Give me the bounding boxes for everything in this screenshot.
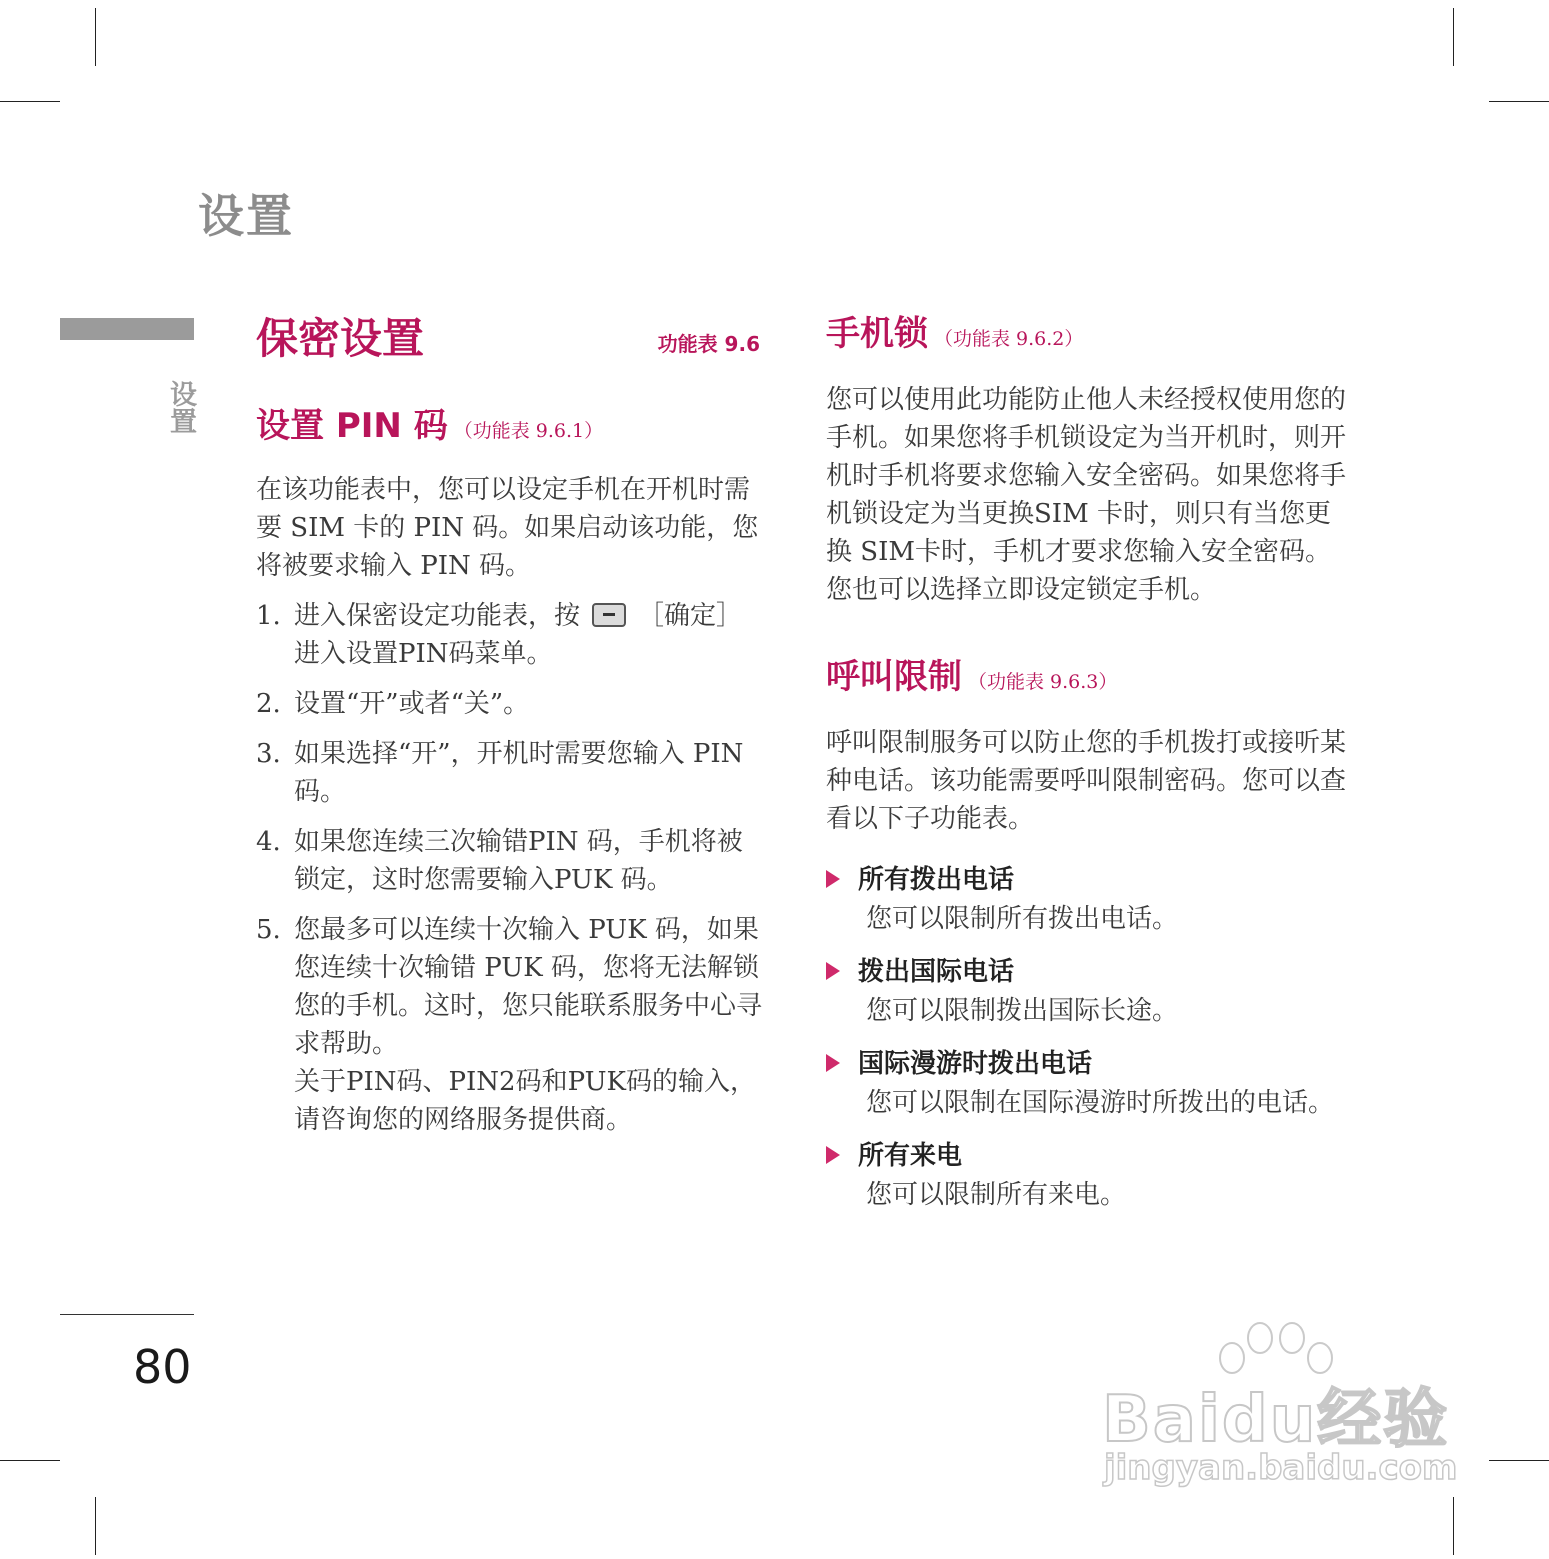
page-number: 80 xyxy=(133,1340,192,1394)
soft-key-icon xyxy=(592,603,626,627)
crop-mark xyxy=(0,1460,60,1461)
crop-mark xyxy=(0,101,60,102)
crop-mark xyxy=(95,8,96,66)
option-title-row xyxy=(826,952,1346,992)
pin-subheading xyxy=(256,398,766,447)
phone-lock-body: 您可以使用此功能防止他人未经授权使用您的手机。如果您将手机锁设定为当开机时，则开机时手机将要求您输入安全密码。如果您将手机锁设定为当更换SIM 卡时，则只有当您更换 SIM卡时，手机才要求您输入安全密码。您也可以选择立即设定锁定手机。 xyxy=(826,385,1347,605)
triangle-bullet-icon xyxy=(826,870,840,888)
crop-mark xyxy=(1453,8,1454,66)
call-barring-heading-text: 呼叫限制 xyxy=(826,657,962,697)
phone-lock-heading-text: 手机锁 xyxy=(826,314,928,354)
step-text: 设置“开”或者“关”。 xyxy=(294,689,530,719)
step-number: 4. xyxy=(256,827,281,857)
pin-subheading-ref: （功能表 9.6.1） xyxy=(453,420,604,442)
side-tab-bar xyxy=(60,318,194,340)
list-item xyxy=(826,1136,1346,1214)
list-item xyxy=(256,735,766,811)
pin-intro: 在该功能表中，您可以设定手机在开机时需要 SIM 卡的 PIN 码。如果启动该功能，您将被要求输入 PIN 码。 xyxy=(256,475,759,581)
list-item xyxy=(256,823,766,899)
option-title-row xyxy=(826,1136,1346,1176)
step-note: 关于PIN码、PIN2码和PUK码的输入，请咨询您的网络服务提供商。 xyxy=(294,1067,756,1135)
phone-lock-heading xyxy=(826,306,1346,355)
list-item xyxy=(826,952,1346,1030)
list-item xyxy=(826,860,1346,938)
crop-mark xyxy=(1453,1497,1454,1555)
crop-mark xyxy=(95,1497,96,1555)
call-barring-intro: 呼叫限制服务可以防止您的手机拨打或接听某种电话。该功能需要呼叫限制密码。您可以查看以下子功能表。 xyxy=(826,728,1347,834)
paw-pad xyxy=(1248,1323,1272,1353)
triangle-bullet-icon xyxy=(826,1146,840,1164)
list-item xyxy=(826,1044,1346,1122)
step-number: 3. xyxy=(256,739,281,769)
step-text: 进入保密设定功能表，按 xyxy=(294,601,581,631)
triangle-bullet-icon xyxy=(826,1054,840,1072)
right-column xyxy=(826,306,1346,1228)
left-column xyxy=(256,306,766,1151)
crop-mark xyxy=(1489,101,1549,102)
step-text: 如果您连续三次输错PIN 码，手机将被锁定，这时您需要输入PUK 码。 xyxy=(294,827,743,895)
step-text: ［确定］进入设置PIN码菜单。 xyxy=(294,601,743,669)
option-title-row xyxy=(826,1044,1346,1084)
call-barring-options xyxy=(826,860,1346,1214)
option-description: 您可以限制所有来电。 xyxy=(866,1180,1127,1210)
watermark-url: jingyan.baidu.com xyxy=(1104,1448,1458,1488)
option-description: 您可以限制所有拨出电话。 xyxy=(866,904,1179,934)
pin-subheading-text: 设置 PIN 码 xyxy=(256,406,448,446)
option-title: 所有来电 xyxy=(858,1141,963,1171)
list-item xyxy=(256,911,766,1139)
section-menu-ref: 功能表 9.6 xyxy=(657,332,760,356)
step-number: 5. xyxy=(256,915,281,945)
option-title: 拨出国际电话 xyxy=(858,957,1015,987)
list-item xyxy=(256,685,766,723)
step-number: 1. xyxy=(256,601,281,631)
section-heading-row xyxy=(256,306,766,376)
step-number: 2. xyxy=(256,689,281,719)
option-title: 国际漫游时拨出电话 xyxy=(858,1049,1093,1079)
call-barring-heading-ref: （功能表 9.6.3） xyxy=(968,671,1118,693)
phone-lock-heading-ref: （功能表 9.6.2） xyxy=(934,328,1084,350)
chapter-title: 设置 xyxy=(198,189,294,243)
watermark-brand: Baidu经验 xyxy=(1102,1383,1450,1457)
side-tab-label: 设置 xyxy=(165,380,196,434)
step-text: 您最多可以连续十次输入 PUK 码，如果您连续十次输错 PUK 码，您将无法解锁您的手机。这时，您只能联系服务中心寻求帮助。 xyxy=(294,915,763,1059)
option-title: 所有拨出电话 xyxy=(858,865,1015,895)
option-description: 您可以限制拨出国际长途。 xyxy=(866,996,1179,1026)
page-number-rule xyxy=(60,1314,194,1315)
crop-mark xyxy=(1489,1460,1549,1461)
triangle-bullet-icon xyxy=(826,962,840,980)
section-heading: 保密设置 xyxy=(256,314,425,363)
pin-steps-list xyxy=(256,597,766,1139)
baidu-watermark xyxy=(1090,1320,1460,1505)
step-text: 如果选择“开”，开机时需要您输入 PIN 码。 xyxy=(294,739,744,807)
call-barring-heading xyxy=(826,649,1346,698)
list-item xyxy=(256,597,766,673)
paw-pad xyxy=(1280,1323,1304,1353)
option-title-row xyxy=(826,860,1346,900)
option-description: 您可以限制在国际漫游时所拨出的电话。 xyxy=(866,1088,1335,1118)
